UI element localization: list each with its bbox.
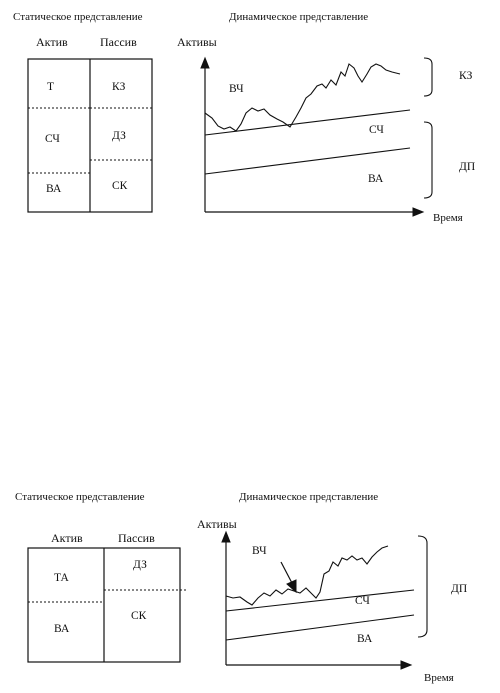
top-dynamic-caption: Динамическое представление [229,11,369,23]
top-passiv-header: Пассив [100,35,137,49]
bottom-region-vch: ВЧ [252,545,267,557]
top-x-axis-label: Время [433,212,463,224]
bottom-liab-sk: СК [131,610,147,622]
top-liab-kz: КЗ [112,81,126,93]
top-bracket-dp: ДП [459,161,476,173]
top-asset-sch: СЧ [45,133,60,145]
bottom-va-line [226,615,414,640]
bottom-aktiv-header: Актив [51,531,83,545]
bottom-passiv-header: Пассив [118,531,155,545]
bottom-dynamic-caption: Динамическое представление [239,491,379,503]
bottom-x-axis-label: Время [424,672,454,684]
top-liab-sk: СК [112,180,128,192]
top-region-sch: СЧ [369,124,384,136]
bottom-sch-line [226,590,414,611]
top-axes [201,58,423,216]
top-kz-bracket [424,58,432,96]
bottom-dp-bracket [418,536,427,637]
bottom-static-caption: Статическое представление [15,491,145,503]
top-asset-va: ВА [46,183,62,195]
bottom-balance-table [28,548,188,662]
bottom-y-axis-label: Активы [197,517,237,531]
top-region-va: ВА [368,173,384,185]
top-static-caption: Статическое представление [13,11,143,23]
top-dp-bracket [424,122,432,198]
top-va-line [205,148,410,174]
bottom-liab-dz: ДЗ [133,559,147,571]
top-bracket-kz: КЗ [459,70,473,82]
bottom-asset-va: ВА [54,623,70,635]
pointer-arrow [281,562,296,592]
bottom-region-sch: СЧ [355,595,370,607]
bottom-region-va: ВА [357,633,373,645]
bottom-bracket-dp: ДП [451,583,468,595]
top-region-vch: ВЧ [229,83,244,95]
top-aktiv-header: Актив [36,35,68,49]
bottom-asset-ta: ТА [54,572,69,584]
top-liab-dz: ДЗ [112,130,126,142]
top-asset-t: Т [47,81,55,93]
top-vch-curve [205,64,400,131]
top-y-axis-label: Активы [177,35,217,49]
